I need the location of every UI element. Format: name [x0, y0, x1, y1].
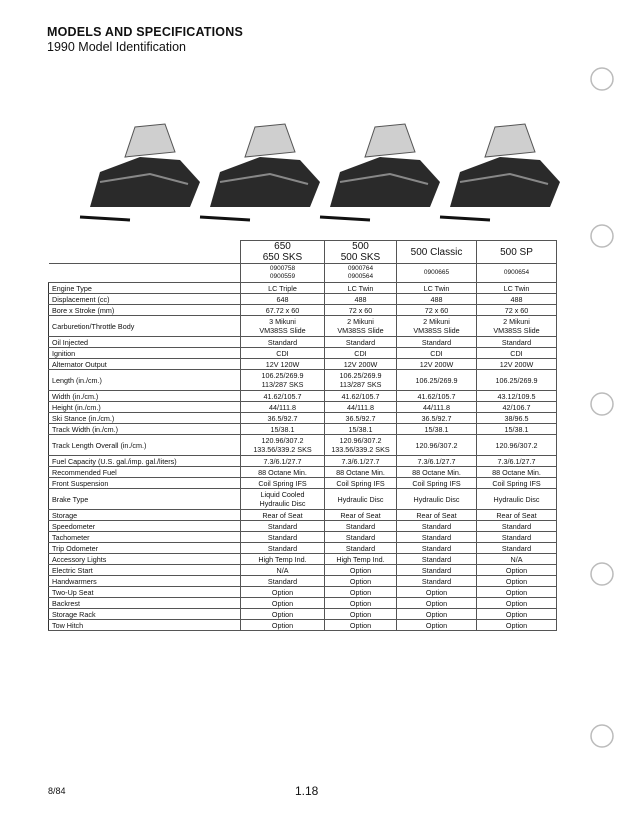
spec-value: Option [241, 609, 325, 620]
table-row [49, 609, 557, 620]
spec-value: Standard [325, 543, 397, 554]
spec-label: Fuel Capacity (U.S. gal./imp. gal./liters) [49, 456, 241, 467]
spec-value: Liquid Cooled Hydraulic Disc [241, 489, 325, 510]
spec-table-body [49, 283, 557, 631]
spec-value: Option [477, 620, 557, 631]
spec-value: Standard [397, 565, 477, 576]
spec-value: Hydraulic Disc [397, 489, 477, 510]
spec-value: Rear of Seat [477, 510, 557, 521]
spec-value: 488 [397, 294, 477, 305]
spec-value: Standard [241, 337, 325, 348]
table-row [49, 598, 557, 609]
spec-value: Standard [397, 337, 477, 348]
spec-value: Standard [325, 521, 397, 532]
spec-label: Trip Odometer [49, 543, 241, 554]
spec-value: LC Twin [325, 283, 397, 294]
spec-value: 2 Mikuni VM38SS Slide [477, 316, 557, 337]
spec-label: Accessory Lights [49, 554, 241, 565]
spec-value: 2 Mikuni VM38SS Slide [325, 316, 397, 337]
spec-value: Standard [241, 543, 325, 554]
model-name: 500 500 SKS [325, 241, 397, 264]
spec-value: 12V 200W [397, 359, 477, 370]
table-row [49, 435, 557, 456]
spec-label: Track Length Overall (in./cm.) [49, 435, 241, 456]
spec-value: Option [397, 620, 477, 631]
table-corner [49, 264, 241, 283]
spec-value: 106.25/269.9 113/287 SKS [241, 370, 325, 391]
spec-value: 12V 120W [241, 359, 325, 370]
table-row [49, 478, 557, 489]
page-title: MODELS AND SPECIFICATIONS [47, 25, 243, 39]
table-row [49, 316, 557, 337]
spec-value: 3 Mikuni VM38SS Slide [241, 316, 325, 337]
spec-value: Standard [241, 521, 325, 532]
spec-value: 43.12/109.5 [477, 391, 557, 402]
spec-value: 41.62/105.7 [241, 391, 325, 402]
page-number: 1.18 [295, 784, 319, 798]
spec-value: 72 x 60 [477, 305, 557, 316]
spec-label: Bore x Stroke (mm) [49, 305, 241, 316]
spec-value: 15/38.1 [477, 424, 557, 435]
spec-label: Alternator Output [49, 359, 241, 370]
spec-value: Standard [397, 554, 477, 565]
spec-value: LC Twin [477, 283, 557, 294]
spec-label: Tow Hitch [49, 620, 241, 631]
table-row [49, 554, 557, 565]
binder-hole-icon [588, 722, 616, 750]
spec-value: N/A [241, 565, 325, 576]
spec-value: LC Twin [397, 283, 477, 294]
spec-value: Standard [477, 337, 557, 348]
spec-value: Coil Spring IFS [397, 478, 477, 489]
spec-label: Oil Injected [49, 337, 241, 348]
spec-value: 488 [477, 294, 557, 305]
spec-value: Option [397, 598, 477, 609]
spec-value: CDI [397, 348, 477, 359]
spec-value: Standard [397, 521, 477, 532]
table-row [49, 576, 557, 587]
spec-value: 648 [241, 294, 325, 305]
spec-value: Option [397, 609, 477, 620]
part-number: 0900654 [477, 264, 557, 283]
spec-value: 120.96/307.2 133.56/339.2 SKS [241, 435, 325, 456]
spec-value: Rear of Seat [241, 510, 325, 521]
spec-value: 7.3/6.1/27.7 [477, 456, 557, 467]
part-number: 0900758 0900559 [241, 264, 325, 283]
snowmobile-1 [80, 124, 200, 220]
spec-value: 38/96.5 [477, 413, 557, 424]
spec-value: Coil Spring IFS [325, 478, 397, 489]
spec-value: 120.96/307.2 [477, 435, 557, 456]
table-corner [49, 241, 241, 264]
spec-value: 15/38.1 [241, 424, 325, 435]
spec-value: 7.3/6.1/27.7 [325, 456, 397, 467]
spec-value: 106.25/269.9 113/287 SKS [325, 370, 397, 391]
spec-value: 15/38.1 [397, 424, 477, 435]
spec-value: 15/38.1 [325, 424, 397, 435]
spec-value: Hydraulic Disc [477, 489, 557, 510]
spec-value: Standard [397, 543, 477, 554]
spec-value: LC Triple [241, 283, 325, 294]
table-row [49, 587, 557, 598]
spec-value: 36.5/92.7 [241, 413, 325, 424]
table-row [49, 456, 557, 467]
spec-value: 88 Octane Min. [325, 467, 397, 478]
model-name: 500 Classic [397, 241, 477, 264]
spec-value: 88 Octane Min. [397, 467, 477, 478]
table-row [49, 467, 557, 478]
spec-label: Brake Type [49, 489, 241, 510]
spec-label: Two-Up Seat [49, 587, 241, 598]
table-row [49, 402, 557, 413]
table-row [49, 370, 557, 391]
spec-label: Track Width (in./cm.) [49, 424, 241, 435]
snowmobile-lineup-photo [70, 112, 570, 232]
spec-value: High Temp Ind. [241, 554, 325, 565]
spec-value: Rear of Seat [325, 510, 397, 521]
spec-label: Carburetion/Throttle Body [49, 316, 241, 337]
spec-value: Option [477, 576, 557, 587]
spec-value: 36.5/92.7 [325, 413, 397, 424]
table-row [49, 565, 557, 576]
spec-value: Option [325, 620, 397, 631]
spec-value: 67.72 x 60 [241, 305, 325, 316]
table-row [49, 413, 557, 424]
spec-label: Electric Start [49, 565, 241, 576]
spec-label: Tachometer [49, 532, 241, 543]
spec-value: 72 x 60 [325, 305, 397, 316]
spec-label: Storage Rack [49, 609, 241, 620]
spec-value: CDI [477, 348, 557, 359]
spec-value: 7.3/6.1/27.7 [241, 456, 325, 467]
binder-hole-icon [588, 65, 616, 93]
model-header-row [49, 241, 557, 264]
spec-value: Standard [397, 532, 477, 543]
spec-value: 88 Octane Min. [477, 467, 557, 478]
snowmobile-3 [320, 124, 440, 220]
spec-label: Storage [49, 510, 241, 521]
spec-value: Coil Spring IFS [241, 478, 325, 489]
part-number-row [49, 264, 557, 283]
spec-value: 120.96/307.2 133.56/339.2 SKS [325, 435, 397, 456]
spec-value: 120.96/307.2 [397, 435, 477, 456]
spec-value: Rear of Seat [397, 510, 477, 521]
spec-value: Standard [241, 576, 325, 587]
spec-value: Option [325, 565, 397, 576]
spec-value: 88 Octane Min. [241, 467, 325, 478]
table-row [49, 521, 557, 532]
table-row [49, 510, 557, 521]
model-name: 500 SP [477, 241, 557, 264]
spec-value: Option [325, 576, 397, 587]
spec-value: Option [397, 587, 477, 598]
page-subtitle: 1990 Model Identification [47, 40, 186, 54]
spec-value: Standard [241, 532, 325, 543]
binder-hole-icon [588, 390, 616, 418]
part-number: 0900764 0900564 [325, 264, 397, 283]
spec-value: 7.3/6.1/27.7 [397, 456, 477, 467]
spec-value: Hydraulic Disc [325, 489, 397, 510]
table-row [49, 424, 557, 435]
spec-value: 12V 200W [325, 359, 397, 370]
spec-value: 106.25/269.9 [477, 370, 557, 391]
spec-value: 488 [325, 294, 397, 305]
table-row [49, 305, 557, 316]
snowmobile-4 [440, 124, 560, 220]
spec-value: 12V 200W [477, 359, 557, 370]
table-row [49, 620, 557, 631]
table-row [49, 391, 557, 402]
spec-label: Handwarmers [49, 576, 241, 587]
part-number: 0900665 [397, 264, 477, 283]
spec-label: Displacement (cc) [49, 294, 241, 305]
table-row [49, 294, 557, 305]
table-row [49, 337, 557, 348]
spec-value: 44/111.8 [241, 402, 325, 413]
spec-label: Engine Type [49, 283, 241, 294]
spec-label: Width (in./cm.) [49, 391, 241, 402]
spec-value: 72 x 60 [397, 305, 477, 316]
spec-value: Option [325, 587, 397, 598]
spec-value: Standard [325, 337, 397, 348]
spec-value: 2 Mikuni VM38SS Slide [397, 316, 477, 337]
spec-value: 41.62/105.7 [325, 391, 397, 402]
spec-label: Length (in./cm.) [49, 370, 241, 391]
spec-value: CDI [325, 348, 397, 359]
spec-value: Option [241, 598, 325, 609]
spec-label: Ski Stance (in./cm.) [49, 413, 241, 424]
spec-value: High Temp Ind. [325, 554, 397, 565]
spec-value: Standard [477, 543, 557, 554]
spec-value: Standard [397, 576, 477, 587]
spec-value: 41.62/105.7 [397, 391, 477, 402]
table-row [49, 283, 557, 294]
spec-value: Option [477, 587, 557, 598]
spec-label: Ignition [49, 348, 241, 359]
spec-value: 42/106.7 [477, 402, 557, 413]
spec-label: Height (in./cm.) [49, 402, 241, 413]
model-name: 650 650 SKS [241, 241, 325, 264]
spec-value: Option [325, 598, 397, 609]
spec-value: Standard [477, 532, 557, 543]
spec-value: CDI [241, 348, 325, 359]
spec-value: 44/111.8 [325, 402, 397, 413]
table-row [49, 489, 557, 510]
spec-label: Recommended Fuel [49, 467, 241, 478]
spec-value: Coil Spring IFS [477, 478, 557, 489]
revision-date: 8/84 [48, 786, 66, 796]
spec-value: Option [477, 565, 557, 576]
spec-value: Option [477, 609, 557, 620]
spec-label: Backrest [49, 598, 241, 609]
spec-label: Speedometer [49, 521, 241, 532]
spec-value: Standard [325, 532, 397, 543]
spec-value: Option [241, 587, 325, 598]
snowmobile-2 [200, 124, 320, 220]
spec-value: Option [325, 609, 397, 620]
spec-value: 44/111.8 [397, 402, 477, 413]
spec-value: Option [477, 598, 557, 609]
spec-label: Front Suspension [49, 478, 241, 489]
spec-value: Standard [477, 521, 557, 532]
spec-value: 106.25/269.9 [397, 370, 477, 391]
binder-hole-icon [588, 222, 616, 250]
table-row [49, 532, 557, 543]
spec-value: Option [241, 620, 325, 631]
spec-value: 36.5/92.7 [397, 413, 477, 424]
binder-hole-icon [588, 560, 616, 588]
spec-value: N/A [477, 554, 557, 565]
table-row [49, 359, 557, 370]
table-row [49, 543, 557, 554]
table-row [49, 348, 557, 359]
spec-table [48, 240, 557, 631]
